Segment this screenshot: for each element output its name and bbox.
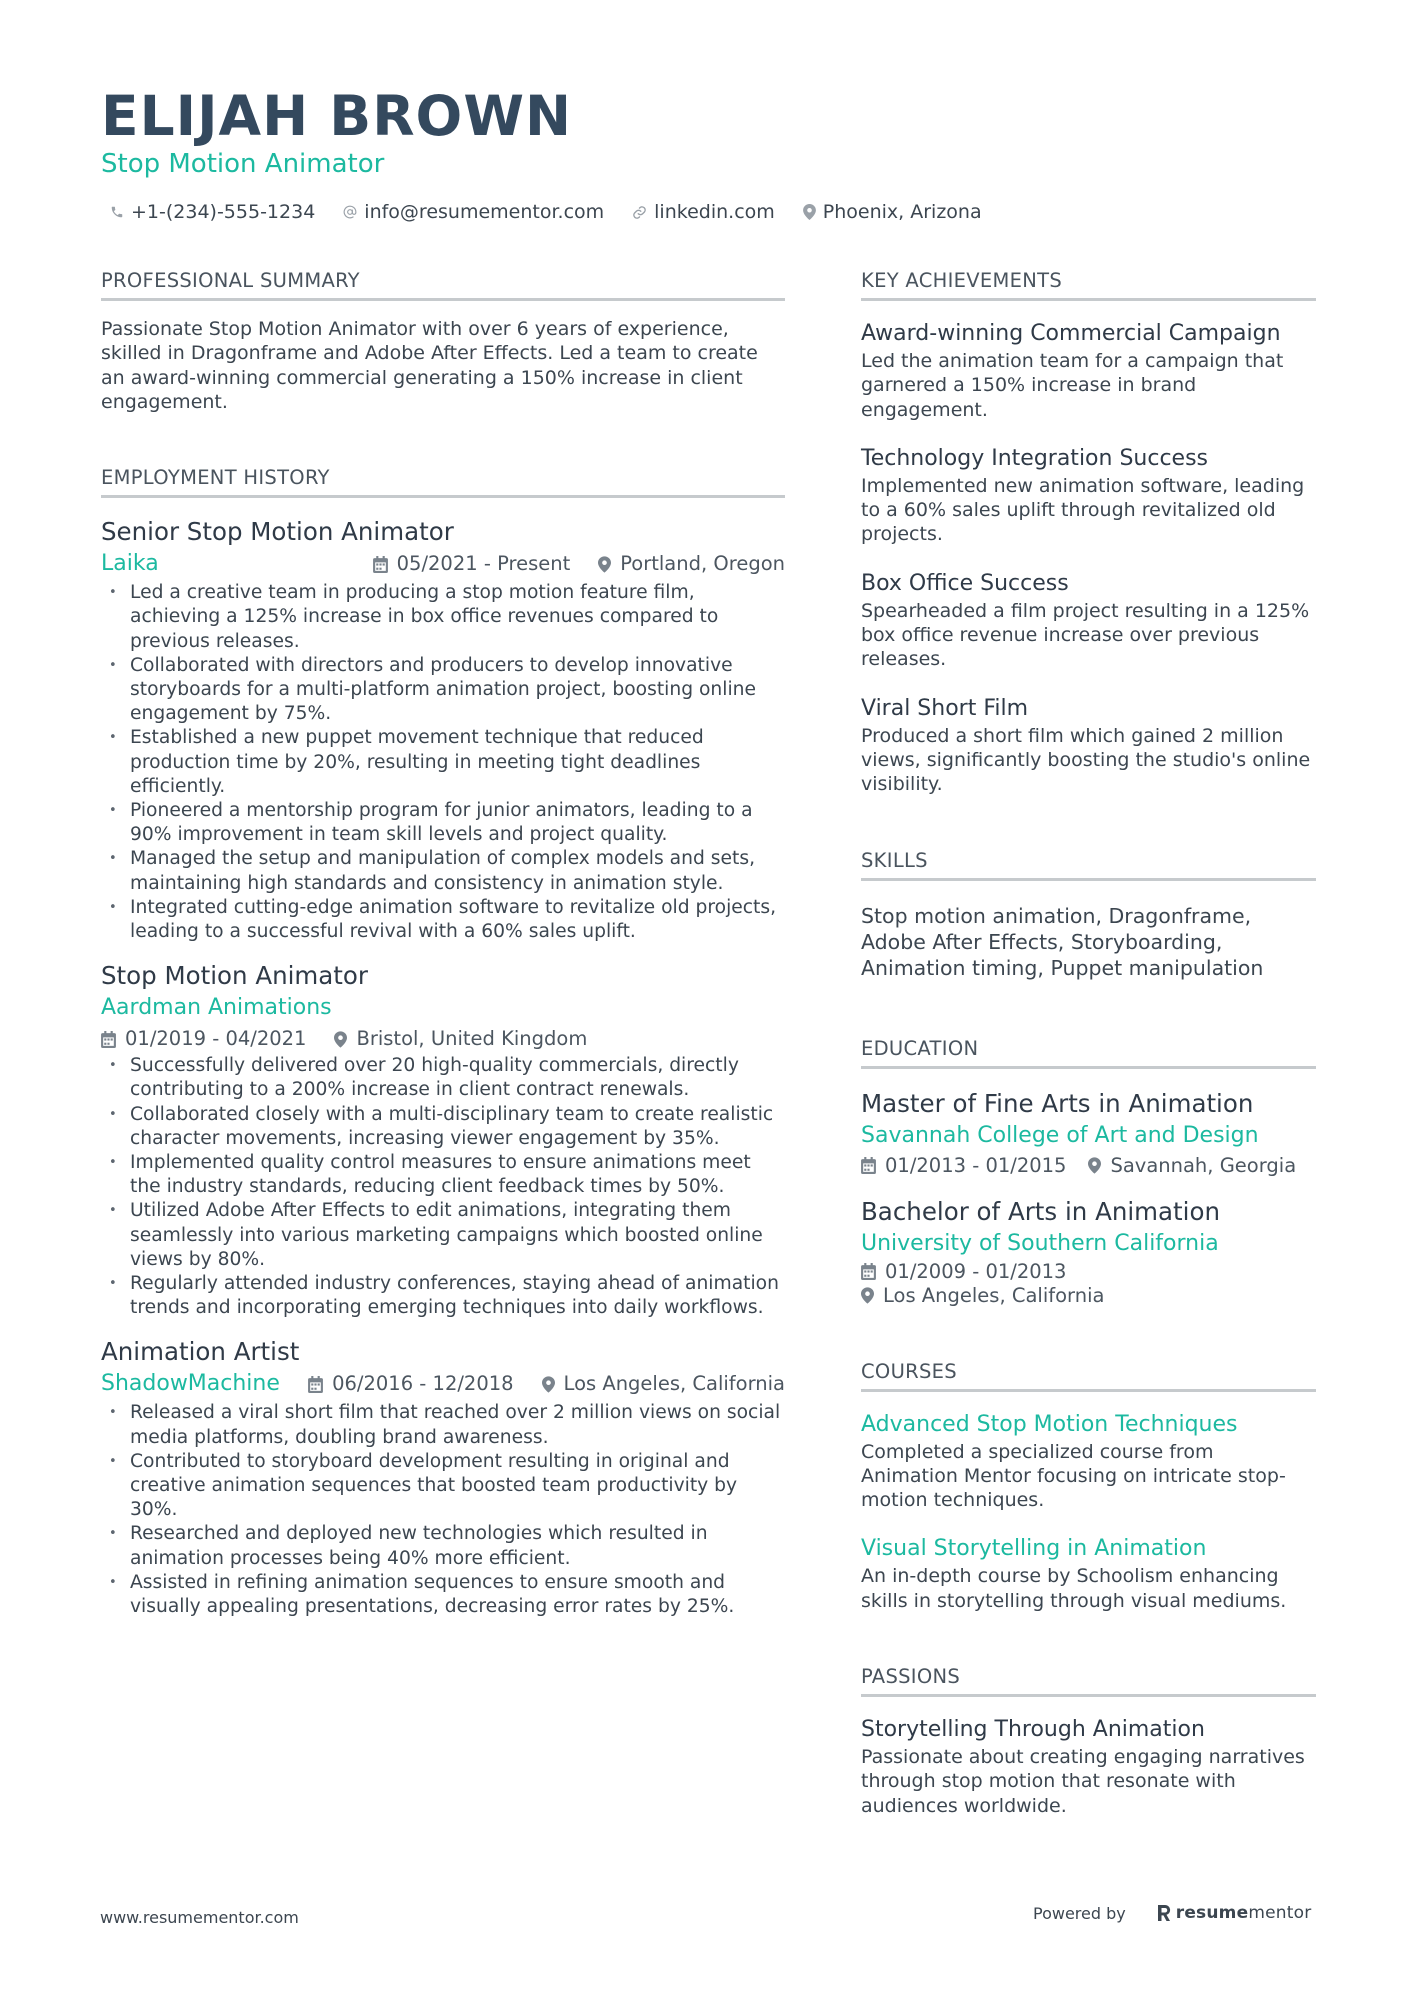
courses-section	[861, 1359, 1316, 1613]
powered-by-label: Powered by	[1033, 1903, 1126, 1923]
contact-bar	[110, 198, 1010, 226]
job-entry	[101, 1336, 785, 1619]
at-icon	[343, 205, 357, 219]
passion-item	[861, 1715, 1316, 1818]
achievement-item	[861, 569, 1316, 672]
footer-branding	[1033, 1903, 1311, 1923]
job-title: Senior Stop Motion Animator	[101, 517, 454, 547]
course-title: Visual Storytelling in Animation	[861, 1536, 1207, 1562]
passions-heading: PASSIONS	[861, 1664, 1316, 1697]
contact-location-text: Phoenix, Arizona	[822, 201, 982, 223]
job-meta	[308, 1370, 785, 1398]
course-text: Completed a specialized course from Animation Mentor focusing on intricate stop-motion techniques.	[861, 1440, 1286, 1512]
summary-heading: PROFESSIONAL SUMMARY	[101, 268, 785, 301]
company-name: Aardman Animations	[101, 995, 332, 1021]
summary-section	[101, 268, 785, 414]
location-pin-icon	[861, 1287, 874, 1304]
job-meta	[373, 550, 785, 578]
education-meta	[861, 1152, 1316, 1180]
school-name: University of Southern California	[861, 1230, 1219, 1256]
list-item: • Released a viral short film that reached over 2 million views on social media platforms, doubling brand awareness.	[101, 1401, 785, 1449]
contact-linkedin-text: linkedin.com	[654, 201, 775, 223]
achievement-text: Produced a short film which gained 2 million views, significantly boosting the studio's online visibility.	[861, 724, 1311, 796]
company-name: ShadowMachine	[101, 1371, 280, 1397]
education-meta	[861, 1284, 1316, 1308]
passions-section	[861, 1664, 1316, 1818]
company-name: Laika	[101, 551, 159, 577]
achievements-section	[861, 268, 1316, 797]
employment-section	[101, 465, 785, 1619]
education-item	[861, 1196, 1316, 1308]
course-text: An in-depth course by Schoolism enhancing skills in storytelling through visual mediums.	[861, 1565, 1287, 1612]
contact-location	[803, 198, 982, 226]
brand-bold-text: resume	[1175, 1903, 1249, 1923]
achievements-heading: KEY ACHIEVEMENTS	[861, 268, 1316, 301]
list-item: • Managed the setup and manipulation of complex models and sets, maintaining high standards and consistency in animation style.	[101, 847, 785, 895]
list-item: • Implemented quality control measures to ensure animations meet the industry standards, reducing client feedback times by 50%.	[101, 1151, 785, 1199]
list-item: • Collaborated with directors and producers to develop innovative storyboards for a multi-platform animation project, boosting online engagement by 75%.	[101, 654, 785, 727]
brand-light-text: mentor	[1248, 1903, 1312, 1923]
achievement-text: Led the animation team for a campaign that garnered a 150% increase in brand engagement.	[861, 350, 1284, 421]
course-item	[861, 1534, 1316, 1613]
list-item: • Pioneered a mentorship program for junior animators, leading to a 90% improvement in team skill levels and project quality.	[101, 799, 785, 847]
list-item: • Regularly attended industry conferences, staying ahead of animation trends and incorporating emerging techniques into daily workflows.	[101, 1272, 785, 1320]
job-bullets	[101, 1054, 785, 1320]
calendar-icon	[861, 1263, 876, 1280]
calendar-icon	[308, 1376, 323, 1393]
location-pin-icon	[598, 556, 611, 573]
phone-icon	[110, 205, 124, 219]
achievement-item	[861, 694, 1316, 797]
list-item: • Collaborated closely with a multi-disciplinary team to create realistic character movements, increasing viewer engagement by 35%.	[101, 1103, 785, 1151]
location-pin-icon	[803, 204, 816, 220]
contact-linkedin[interactable]	[632, 198, 775, 226]
calendar-icon	[101, 1031, 116, 1048]
right-column	[861, 268, 1316, 1818]
list-item: • Utilized Adobe After Effects to edit animations, integrating them seamlessly into various marketing campaigns which boosted online views by 80%.	[101, 1199, 785, 1272]
list-item: • Researched and deployed new technologies which resulted in animation processes being 40% more efficient.	[101, 1522, 785, 1570]
job-entry	[101, 960, 785, 1320]
job-dates: 01/2019 - 04/2021	[125, 1027, 307, 1051]
job-title: Stop Motion Animator	[101, 961, 368, 991]
education-item	[861, 1088, 1316, 1180]
summary-text: Passionate Stop Motion Animator with over 6 years of experience, skilled in Dragonframe and Adobe After Effects. Led a team to create an award-winning commercial generating a 150% increase in client engagement.	[101, 318, 758, 413]
job-title: Animation Artist	[101, 1337, 300, 1367]
location-pin-icon	[334, 1031, 347, 1048]
passion-text: Passionate about creating engaging narratives through stop motion that resonate with audiences worldwide.	[861, 1746, 1305, 1817]
contact-email[interactable]	[343, 198, 604, 226]
job-location: Portland, Oregon	[620, 552, 785, 576]
course-title: Advanced Stop Motion Techniques	[861, 1411, 1238, 1437]
contact-phone[interactable]	[110, 198, 315, 226]
list-item: • Integrated cutting-edge animation software to revitalize old projects, leading to a successful revival with a 60% sales uplift.	[101, 896, 785, 944]
job-bullets	[101, 581, 785, 944]
footer-website-link[interactable]: www.resumementor.com	[100, 1908, 299, 1927]
calendar-icon	[861, 1157, 876, 1174]
list-item: • Contributed to storyboard development resulting in original and creative animation sequences that boosted team productivity by 30%.	[101, 1450, 785, 1523]
list-item: • Assisted in refining animation sequences to ensure smooth and visually appealing presentations, decreasing error rates by 25%.	[101, 1571, 785, 1619]
education-heading: EDUCATION	[861, 1036, 1316, 1069]
resumementor-logo-icon	[1156, 1903, 1172, 1923]
job-bullets	[101, 1401, 785, 1619]
location-pin-icon	[1088, 1157, 1101, 1174]
job-entry	[101, 516, 785, 944]
achievement-text: Implemented new animation software, leading to a 60% sales uplift through revitalized old projects.	[861, 474, 1305, 546]
job-location: Los Angeles, California	[563, 1372, 785, 1396]
achievement-title: Award-winning Commercial Campaign	[861, 321, 1281, 346]
calendar-icon	[373, 556, 388, 573]
education-location: Savannah, Georgia	[1110, 1153, 1297, 1177]
left-column	[101, 268, 785, 1619]
contact-phone-text: +1-(234)-555-1234	[131, 201, 316, 223]
candidate-name: ELIJAH BROWN	[101, 84, 573, 148]
skills-section	[861, 848, 1316, 981]
contact-email-text: info@resumementor.com	[364, 201, 605, 223]
job-location: Bristol, United Kingdom	[356, 1027, 588, 1051]
list-item: • Established a new puppet movement technique that reduced production time by 20%, resulting in meeting tight deadlines efficiently.	[101, 726, 785, 799]
achievement-text: Spearheaded a film project resulting in a 125% box office revenue increase over previous releases.	[861, 599, 1310, 671]
employment-heading: EMPLOYMENT HISTORY	[101, 465, 785, 498]
school-name: Savannah College of Art and Design	[861, 1122, 1259, 1148]
achievement-item	[861, 319, 1316, 422]
job-dates: 06/2016 - 12/2018	[332, 1372, 514, 1396]
course-item	[861, 1410, 1316, 1513]
achievement-title: Technology Integration Success	[861, 445, 1209, 471]
courses-heading: COURSES	[861, 1359, 1316, 1392]
resumementor-logo[interactable]	[1156, 1903, 1312, 1923]
education-meta	[861, 1260, 1316, 1284]
list-item: • Led a creative team in producing a stop motion feature film, achieving a 125% increase in box office revenues compared to previous releases.	[101, 581, 785, 654]
passion-title: Storytelling Through Animation	[861, 1717, 1205, 1743]
skills-text: Stop motion animation, Dragonframe, Adobe After Effects, Storyboarding, Animation timing, Puppet manipulation	[861, 903, 1264, 980]
degree-title: Bachelor of Arts in Animation	[861, 1196, 1220, 1226]
achievement-title: Box Office Success	[861, 570, 1069, 596]
list-item: • Successfully delivered over 20 high-quality commercials, directly contributing to a 200% increase in client contract renewals.	[101, 1054, 785, 1102]
achievement-title: Viral Short Film	[861, 695, 1029, 721]
education-dates: 01/2009 - 01/2013	[885, 1259, 1067, 1283]
education-location: Los Angeles, California	[883, 1283, 1105, 1307]
achievement-item	[861, 444, 1316, 547]
education-dates: 01/2013 - 01/2015	[885, 1153, 1067, 1177]
location-pin-icon	[542, 1376, 555, 1393]
job-title-headline: Stop Motion Animator	[101, 149, 385, 179]
skills-heading: SKILLS	[861, 848, 1316, 881]
degree-title: Master of Fine Arts in Animation	[861, 1088, 1254, 1118]
job-meta	[101, 1025, 785, 1053]
job-dates: 05/2021 - Present	[396, 552, 571, 576]
education-section	[861, 1036, 1316, 1308]
link-icon	[632, 205, 647, 220]
